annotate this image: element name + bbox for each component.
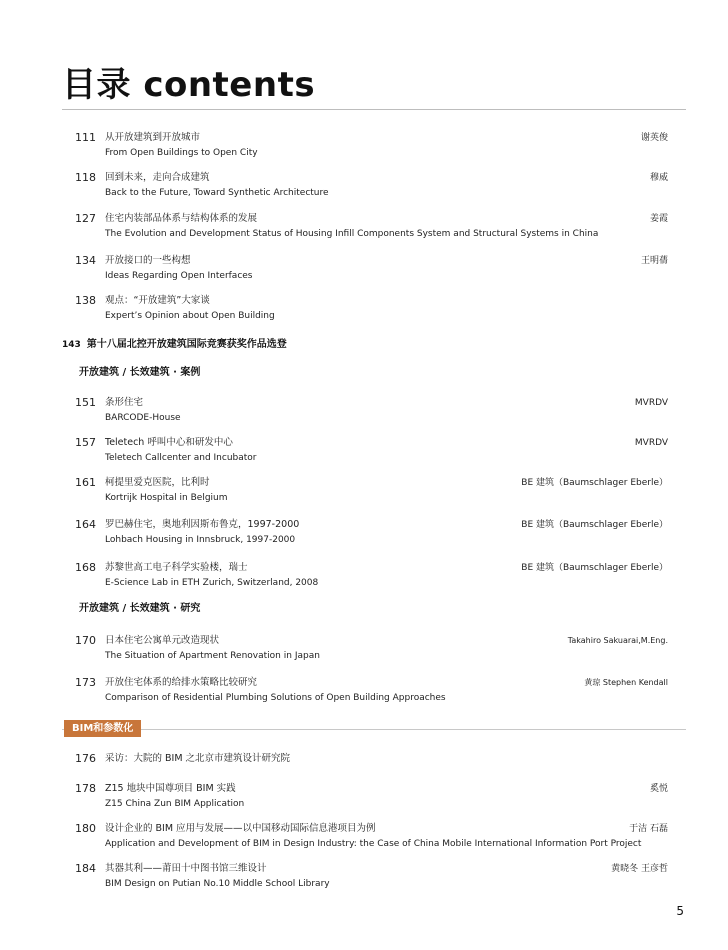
- entry-author: 王明蒨: [640, 256, 668, 266]
- toc-entry[interactable]: [0, 634, 728, 664]
- entry-title-en: Teletech Callcenter and Incubator: [105, 453, 257, 463]
- entry-author: BE 建筑（Baumschlager Eberle）: [521, 520, 668, 530]
- entry-page-number: 170: [75, 634, 96, 647]
- entry-author: 奚悦: [649, 784, 668, 794]
- entry-page-number: 138: [75, 294, 96, 307]
- entry-title-zh: 日本住宅公寓单元改造现状: [105, 635, 220, 646]
- entry-title-zh: 开放接口的一些构想: [105, 255, 191, 266]
- toc-entry[interactable]: [0, 862, 728, 892]
- entry-page-number: 134: [75, 254, 96, 267]
- entry-author: 姜霞: [649, 214, 668, 224]
- entry-page-number: 127: [75, 212, 96, 225]
- entry-title-en: BARCODE-House: [105, 413, 181, 423]
- entry-title-en: BIM Design on Putian No.10 Middle School Library: [105, 879, 330, 889]
- toc-entry[interactable]: [0, 822, 728, 852]
- entry-title-zh: 柯提里爱克医院，比利时: [105, 477, 210, 488]
- toc-entry[interactable]: [0, 436, 728, 466]
- entry-author: MVRDV: [634, 398, 668, 408]
- entry-title-en: Lohbach Housing in Innsbruck, 1997-2000: [105, 535, 296, 545]
- toc-entry[interactable]: [0, 518, 728, 548]
- entry-author: 黄琼 Stephen Kendall: [584, 678, 668, 687]
- entry-author: MVRDV: [634, 438, 668, 448]
- toc-entry[interactable]: [0, 294, 728, 324]
- entry-page-number: 168: [75, 561, 96, 574]
- entry-author: 黄晓冬 王彦哲: [611, 864, 668, 874]
- page-title: 目录 contents: [62, 65, 316, 105]
- entry-page-number: 111: [75, 131, 96, 144]
- section-heading[interactable]: [62, 338, 287, 352]
- toc-entry[interactable]: [0, 476, 728, 506]
- entry-page-number: 151: [75, 396, 96, 409]
- entry-page-number: 184: [75, 862, 96, 875]
- entry-title-zh: Z15 地块中国尊项目 BIM 实践: [105, 783, 236, 794]
- entry-page-number: 161: [75, 476, 96, 489]
- entry-title-en: Ideas Regarding Open Interfaces: [105, 271, 253, 281]
- entry-title-zh: 苏黎世高工电子科学实验楼，瑞士: [105, 562, 248, 573]
- toc-entry[interactable]: [0, 676, 728, 706]
- entry-title-en: Kortrijk Hospital in Belgium: [105, 493, 228, 503]
- entry-title-zh: 其器其利——莆田十中图书馆三维设计: [105, 863, 267, 874]
- bim-section-badge[interactable]: BIM和参数化: [64, 720, 141, 737]
- subheading-cases: 开放建筑 / 长效建筑 · 案例: [79, 367, 201, 378]
- toc-entry[interactable]: [0, 212, 728, 242]
- toc-entry[interactable]: [0, 561, 728, 591]
- entry-title-en: The Situation of Apartment Renovation in Japan: [105, 651, 320, 661]
- toc-entry[interactable]: [0, 782, 728, 812]
- entry-title-en: The Evolution and Development Status of Housing Infill Components System and Structural Systems in China: [105, 229, 599, 239]
- entry-page-number: 176: [75, 752, 96, 765]
- toc-entry[interactable]: [0, 752, 728, 782]
- entry-title-en: Expert’s Opinion about Open Building: [105, 311, 275, 321]
- entry-title-en: Application and Development of BIM in Design Industry: the Case of China Mobile International Information Port Project: [105, 839, 642, 849]
- entry-title-zh: 条形住宅: [105, 397, 144, 408]
- entry-page-number: 180: [75, 822, 96, 835]
- bim-divider: [62, 729, 686, 730]
- entry-title-en: Comparison of Residential Plumbing Solutions of Open Building Approaches: [105, 693, 446, 703]
- toc-entry[interactable]: [0, 254, 728, 284]
- entry-author: 穆威: [649, 173, 668, 183]
- entry-title-zh: 设计企业的 BIM 应用与发展——以中国移动国际信息港项目为例: [105, 823, 376, 834]
- entry-author: BE 建筑（Baumschlager Eberle）: [521, 478, 668, 488]
- entry-author: 于洁 石磊: [629, 824, 668, 834]
- entry-title-zh: 回到未来，走向合成建筑: [105, 172, 210, 183]
- entry-page-number: 164: [75, 518, 96, 531]
- entry-title-en: Z15 China Zun BIM Application: [105, 799, 245, 809]
- entry-page-number: 178: [75, 782, 96, 795]
- entry-title-zh: 住宅内装部品体系与结构体系的发展: [105, 213, 258, 224]
- entry-page-number: 173: [75, 676, 96, 689]
- entry-page-number: 118: [75, 171, 96, 184]
- toc-entry[interactable]: [0, 171, 728, 201]
- entry-title-zh: 观点：“开放建筑”大家谈: [105, 295, 210, 306]
- subheading-research: 开放建筑 / 长效建筑 · 研究: [79, 603, 201, 614]
- entry-title-zh: Teletech 呼叫中心和研发中心: [105, 437, 233, 448]
- entry-author: 谢英俊: [640, 133, 668, 143]
- toc-entry[interactable]: [0, 131, 728, 161]
- entry-author: Takahiro Sakuarai,M.Eng.: [567, 636, 668, 645]
- entry-title-zh: 罗巴赫住宅，奥地利因斯布鲁克，1997-2000: [105, 519, 300, 530]
- entry-title-zh: 从开放建筑到开放城市: [105, 132, 201, 143]
- entry-title-en: E-Science Lab in ETH Zurich, Switzerland, 2008: [105, 578, 319, 588]
- entry-author: BE 建筑（Baumschlager Eberle）: [521, 563, 668, 573]
- section-page-number: 143: [62, 340, 81, 350]
- section-title: 第十八届北控开放建筑国际竞赛获奖作品选登: [86, 339, 287, 350]
- entry-title-zh: 开放住宅体系的给排水策略比较研究: [105, 677, 258, 688]
- entry-page-number: 157: [75, 436, 96, 449]
- title-divider: [62, 109, 686, 110]
- entry-title-en: From Open Buildings to Open City: [105, 148, 258, 158]
- entry-title-zh: 采访：大院的 BIM 之北京市建筑设计研究院: [105, 753, 291, 764]
- page-number: 5: [676, 904, 684, 918]
- toc-entry[interactable]: [0, 396, 728, 426]
- entry-title-en: Back to the Future, Toward Synthetic Architecture: [105, 188, 329, 198]
